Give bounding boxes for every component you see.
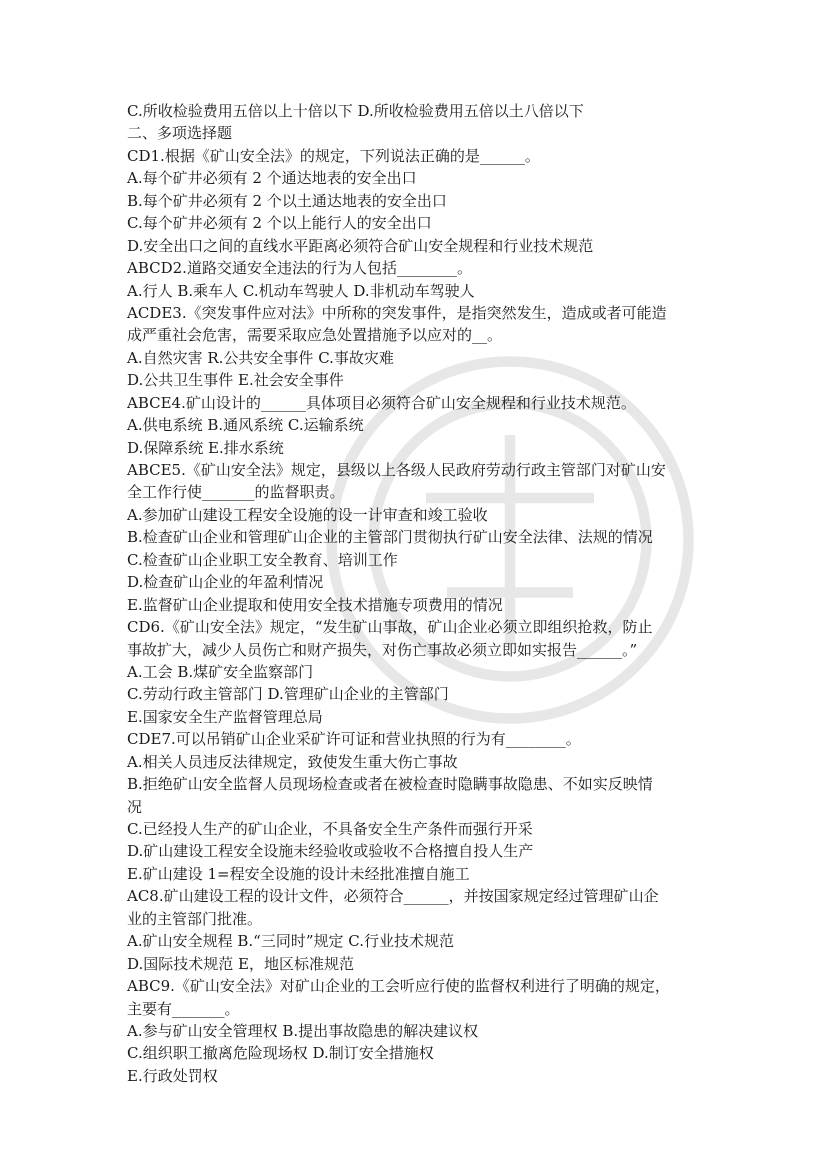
text-line: A.参与矿山安全管理权 B.提出事故隐患的解决建议权 xyxy=(127,1021,479,1040)
text-line: ABCE4.矿山设计的______具体项目必须符合矿山安全规程和行业技术规范。 xyxy=(127,393,636,412)
text-line: C.劳动行政主管部门 D.管理矿山企业的主管部门 xyxy=(127,685,449,704)
text-line: 主要有_______。 xyxy=(127,999,240,1018)
text-line: 二、多项选择题 xyxy=(127,124,233,143)
text-line: ABCD2.道路交通安全违法的行为人包括________。 xyxy=(127,259,472,278)
text-line: C.每个矿井必须有 2 个以上能行人的安全出口 xyxy=(127,214,432,233)
text-line: 事故扩大，减少人员伤亡和财产损失，对伤亡事故必须立即如实报告______。” xyxy=(127,640,638,659)
text-line: 全工作行使_______的监督职责。 xyxy=(127,483,345,502)
text-line: CD1.根据《矿山安全法》的规定，下列说法正确的是______。 xyxy=(127,146,540,165)
text-line: B.检查矿山企业和管理矿山企业的主管部门贯彻执行矿山安全法律、法规的情况 xyxy=(127,528,653,547)
text-line: A.相关人员违反法律规定，致使发生重大伤亡事故 xyxy=(127,752,458,771)
text-line: E.矿山建设 1=程安全设施的设计未经批准擅自施工 xyxy=(127,864,470,883)
text-line: B.每个矿井必须有 2 个以土通达地表的安全出口 xyxy=(127,191,447,210)
text-line: A.行人 B.乘车人 C.机动车驾驶人 D.非机动车驾驶人 xyxy=(127,281,475,300)
text-line: E.监督矿山企业提取和使用安全技术措施专项费用的情况 xyxy=(127,595,503,614)
text-line: C.组织职工撤离危险现场权 D.制订安全措施权 xyxy=(127,1044,434,1063)
text-line: ABCE5.《矿山安全法》规定，县级以上各级人民政府劳动行政主管部门对矿山安 xyxy=(127,461,666,479)
text-line: C.已经投人生产的矿山企业，不具备安全生产条件而强行开采 xyxy=(127,820,533,838)
text-line: A.工会 B.煤矿安全监察部门 xyxy=(127,662,314,681)
text-line: C.检查矿山企业职工安全教育、培训工作 xyxy=(127,550,398,569)
text-line: CDE7.可以吊销矿山企业采矿许可证和营业执照的行为有________。 xyxy=(127,730,581,749)
text-line: ACDE3.《突发事件应对法》中所称的突发事件，是指突然发生，造成或者可能造 xyxy=(127,303,667,322)
text-line: 况 xyxy=(127,797,143,816)
text-line: A.自然灾害 R.公共安全事件 C.事故灾难 xyxy=(127,348,394,367)
text-line: D.检查矿山企业的年盈利情况 xyxy=(127,573,324,592)
text-line: B.拒绝矿山安全监督人员现场检查或者在被检查时隐瞒事故隐患、不如实反映情 xyxy=(127,775,653,794)
text-line: D.安全出口之间的直线水平距离必须符合矿山安全规程和行业技术规范 xyxy=(127,236,594,255)
text-line: D.公共卫生事件 E.社会安全事件 xyxy=(127,371,344,390)
text-line: CD6.《矿山安全法》规定，“发生矿山事故，矿山企业必须立即组织抢救，防止 xyxy=(127,618,653,637)
text-line: A.供电系统 B.通风系统 C.运输系统 xyxy=(127,416,364,435)
text-line: D.保障系统 E.排水系统 xyxy=(127,438,284,457)
text-line: AC8.矿山建设工程的设计文件，必须符合______，并按国家规定经过管理矿山企 xyxy=(127,887,659,906)
text-line: A.参加矿山建设工程安全设施的设一计审查和竣工验收 xyxy=(127,505,488,524)
text-line: 成严重社会危害，需要采取应急处置措施予以应对的__。 xyxy=(127,326,503,345)
text-line: C.所收检验费用五倍以上十倍以下 D.所收检验费用五倍以土八倍以下 xyxy=(127,102,584,120)
text-line: A.每个矿井必须有 2 个通达地表的安全出口 xyxy=(127,169,417,188)
text-line: E.国家安全生产监督管理总局 xyxy=(127,707,323,726)
text-line: D.矿山建设工程安全设施未经验收或验收不合格擅自投人生产 xyxy=(127,842,534,861)
text-line: E.行政处罚权 xyxy=(127,1066,218,1085)
text-line: ABC9.《矿山安全法》对矿山企业的工会听应行使的监督权利进行了明确的规定， xyxy=(127,977,670,996)
text-line: D.国际技术规范 E，地区标准规范 xyxy=(127,954,354,973)
text-line: A.矿山安全规程 B.“三同时”规定 C.行业技术规范 xyxy=(127,932,454,951)
question-text-block xyxy=(127,100,717,1087)
text-line: 业的主管部门批准。 xyxy=(127,909,263,928)
